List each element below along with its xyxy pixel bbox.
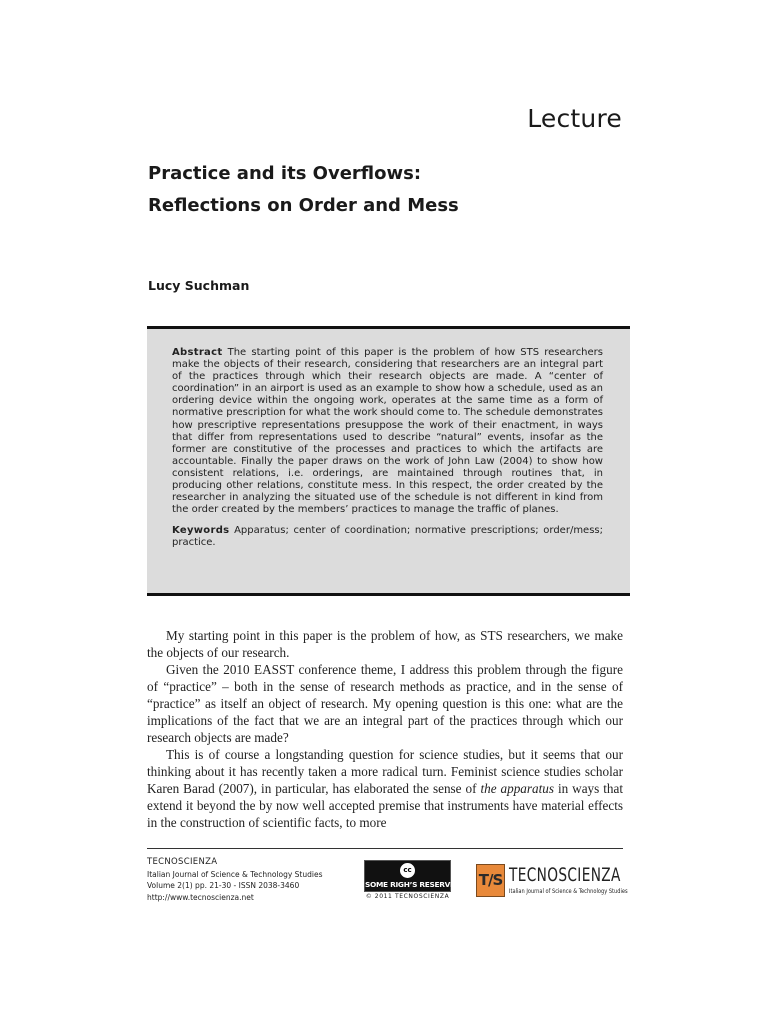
body-paragraph-1: My starting point in this paper is the problem of how, as STS researchers, we make the objects of our research. — [147, 628, 623, 660]
footer-divider — [147, 848, 623, 849]
title-line-1: Practice and its Overflows: — [148, 163, 422, 184]
journal-volume: Volume 2(1) pp. 21-30 - ISSN 2038-3460 — [147, 881, 300, 890]
body-paragraph-3-start: This is of course a longstanding question for science studies, but it seems that our thinking about it has recently taken a more radical turn. Feminist science studies scholar Karen Barad (2007), in particular, has elaborated the sense of — [147, 747, 623, 796]
abstract-paragraph — [172, 347, 603, 516]
cc-license-badge[interactable] — [364, 860, 461, 900]
keywords-label: Keywords — [172, 525, 230, 537]
body-text — [147, 627, 623, 831]
cc-copyright: © 2011 TECNOSCIENZA — [365, 893, 450, 900]
tecnoscienza-logo — [476, 864, 631, 898]
journal-info — [147, 857, 323, 903]
title-line-2: Reflections on Order and Mess — [148, 195, 459, 216]
logo-subtitle: Italian Journal of Science & Technology Studies — [509, 887, 628, 895]
body-paragraph-3-emphasis: the apparatus — [480, 781, 554, 796]
abstract-box — [147, 326, 630, 596]
article-title — [148, 158, 459, 222]
body-paragraph-2: Given the 2010 EASST conference theme, I address this problem through the figure of “practice” – both in the sense of research methods as practice, and in the sense of “practice” as itself an object of research. My opening question is this one: what are the implications of the fact that we are an integral part of the practices through which our research objects are made? — [147, 662, 623, 745]
abstract-content — [172, 347, 603, 550]
logo-mark-icon: T/S — [476, 864, 505, 897]
abstract-text: The starting point of this paper is the problem of how STS researchers make the objects of their research, considering that researchers are an integral part of the practices through which their research objects are made. A “center of coordination” in an airport is used as an example to show how a schedule, used as an ordering device within the ongoing work, operates at the same time as a form of normative prescription for what the work should come to. The schedule demonstrates how prescriptive representations presuppose the work of their enactment, in ways that differ from representations used to describe “natural” events, insofar as the former are constitutive of the processes and practices to which the artifacts are accountable. Finally the paper draws on the work of John Law (2004) to show how consistent relations, i.e. orderings, are maintained through routines that, in producing other relations, constitute mess. In this respect, the order created by the researcher in analyzing the situated use of the schedule is not different in kind from the order created by the members’ practices to manage the traffic of planes. — [172, 347, 603, 516]
cc-icon: cc — [400, 863, 415, 878]
journal-name: TECNOSCIENZA — [147, 857, 218, 867]
section-label: Lecture — [527, 104, 622, 133]
keywords-text: Apparatus; center of coordination; normative prescriptions; order/mess; practice. — [172, 525, 603, 549]
cc-rights-text: SOME RIGH’S RESERVED — [365, 880, 461, 889]
abstract-label: Abstract — [172, 347, 223, 358]
cc-badge-box — [364, 860, 461, 892]
journal-url[interactable]: http://www.tecnoscienza.net — [147, 892, 254, 902]
keywords-paragraph — [172, 525, 603, 549]
logo-wordmark: TECNOSCIENZA — [509, 864, 621, 886]
journal-subtitle: Italian Journal of Science & Technology Studies — [147, 869, 323, 879]
body-paragraph-3 — [147, 746, 623, 831]
author-name: Lucy Suchman — [148, 278, 250, 293]
body-paragraph-3-end: in ways that extend it beyond the by now well accepted premise that instruments have material effects in the construction of scientific facts, to more — [147, 781, 624, 830]
